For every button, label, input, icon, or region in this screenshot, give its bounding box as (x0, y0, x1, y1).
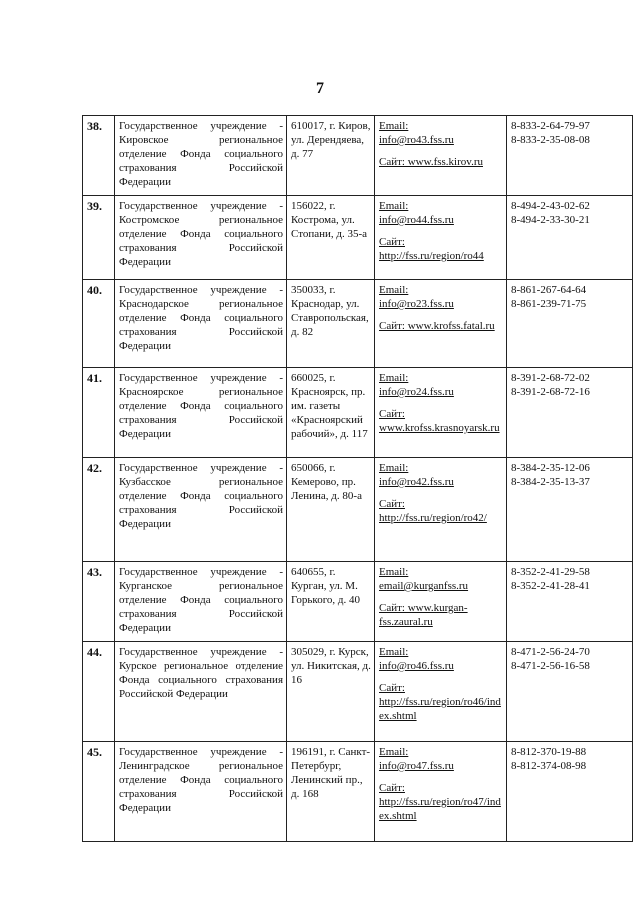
row-number: 39. (83, 196, 115, 280)
phones-cell (507, 458, 633, 562)
phones-cell (507, 196, 633, 280)
row-number: 40. (83, 280, 115, 368)
email-label: Email: (379, 646, 409, 658)
website-link[interactable]: Сайт: http://fss.ru/region/ro46/index.shtml (379, 682, 501, 722)
email-label: Email: (379, 200, 409, 212)
contact-cell (375, 742, 507, 842)
phones-cell (507, 368, 633, 458)
email-link[interactable]: info@ro42.fss.ru (379, 476, 454, 488)
phone-number: 8-812-374-08-98 (511, 760, 587, 772)
contact-cell (375, 642, 507, 742)
table-row (83, 116, 633, 196)
phones-cell (507, 742, 633, 842)
phones-cell (507, 280, 633, 368)
phone-number: 8-833-2-64-79-97 (511, 120, 590, 132)
phone-number: 8-861-239-71-75 (511, 298, 587, 310)
email-label: Email: (379, 746, 409, 758)
website-link[interactable]: Сайт: www.krofss.krasnoyarsk.ru (379, 408, 500, 434)
postal-address: 156022, г. Кострома, ул. Стопани, д. 35-а (287, 196, 375, 280)
table-row (83, 458, 633, 562)
table-row (83, 196, 633, 280)
organization-name: Государственное учреждение - Краснодарское региональное отделение Фонда социального страхования Российской Федерации (115, 280, 287, 368)
phone-number: 8-391-2-68-72-16 (511, 386, 590, 398)
row-number: 45. (83, 742, 115, 842)
postal-address: 610017, г. Киров, ул. Дерендяева, д. 77 (287, 116, 375, 196)
postal-address: 350033, г. Краснодар, ул. Ставропольская, д. 82 (287, 280, 375, 368)
website-link[interactable]: Сайт: http://fss.ru/region/ro44 (379, 236, 484, 262)
table-row (83, 368, 633, 458)
email-link[interactable]: info@ro44.fss.ru (379, 214, 454, 226)
email-label: Email: (379, 284, 409, 296)
phone-number: 8-352-2-41-28-41 (511, 580, 590, 592)
organization-name: Государственное учреждение - Курганское региональное отделение Фонда социального страхования Российской Федерации (115, 562, 287, 642)
postal-address: 640655, г. Курган, ул. М. Горького, д. 40 (287, 562, 375, 642)
organization-name: Государственное учреждение - Костромское региональное отделение Фонда социального страхования Российской Федерации (115, 196, 287, 280)
row-number: 43. (83, 562, 115, 642)
phone-number: 8-494-2-33-30-21 (511, 214, 590, 226)
contact-cell (375, 116, 507, 196)
phone-number: 8-833-2-35-08-08 (511, 134, 590, 146)
email-link[interactable]: email@kurganfss.ru (379, 580, 469, 592)
email-label: Email: (379, 120, 409, 132)
website-link[interactable]: Сайт: www.krofss.fatal.ru (379, 320, 495, 332)
email-label: Email: (379, 462, 409, 474)
fss-branches-table (82, 115, 633, 842)
website-link[interactable]: Сайт: http://fss.ru/region/ro42/ (379, 498, 487, 524)
contact-cell (375, 196, 507, 280)
contact-cell (375, 562, 507, 642)
row-number: 41. (83, 368, 115, 458)
table-row (83, 280, 633, 368)
phones-cell (507, 642, 633, 742)
phones-cell (507, 562, 633, 642)
phone-number: 8-384-2-35-13-37 (511, 476, 590, 488)
row-number: 44. (83, 642, 115, 742)
table-row (83, 562, 633, 642)
postal-address: 196191, г. Санкт-Петербург, Ленинский пр., д. 168 (287, 742, 375, 842)
email-label: Email: (379, 372, 409, 384)
email-link[interactable]: info@ro43.fss.ru (379, 134, 454, 146)
contact-cell (375, 280, 507, 368)
row-number: 38. (83, 116, 115, 196)
website-link[interactable]: Сайт: http://fss.ru/region/ro47/index.shtml (379, 782, 501, 822)
email-link[interactable]: info@ro46.fss.ru (379, 660, 454, 672)
email-label: Email: (379, 566, 409, 578)
table-body (83, 116, 633, 842)
organization-name: Государственное учреждение - Красноярское региональное отделение Фонда социального страхования Российской Федерации (115, 368, 287, 458)
phone-number: 8-352-2-41-29-58 (511, 566, 590, 578)
phones-cell (507, 116, 633, 196)
website-link[interactable]: Сайт: www.fss.kirov.ru (379, 156, 483, 168)
page-number: 7 (316, 80, 324, 97)
postal-address: 305029, г. Курск, ул. Никитская, д. 16 (287, 642, 375, 742)
contact-cell (375, 458, 507, 562)
phone-number: 8-494-2-43-02-62 (511, 200, 590, 212)
phone-number: 8-471-2-56-16-58 (511, 660, 590, 672)
email-link[interactable]: info@ro47.fss.ru (379, 760, 454, 772)
organization-name: Государственное учреждение - Курское региональное отделение Фонда социального страхования Российской Федерации (115, 642, 287, 742)
organization-name: Государственное учреждение - Кировское региональное отделение Фонда социального страхования Российской Федерации (115, 116, 287, 196)
website-link[interactable]: Сайт: www.kurgan-fss.zaural.ru (379, 602, 468, 628)
row-number: 42. (83, 458, 115, 562)
table-row (83, 742, 633, 842)
organization-name: Государственное учреждение - Кузбасское региональное отделение Фонда социального страхования Российской Федерации (115, 458, 287, 562)
phone-number: 8-861-267-64-64 (511, 284, 587, 296)
contact-cell (375, 368, 507, 458)
postal-address: 660025, г. Красноярск, пр. им. газеты «Красноярский рабочий», д. 117 (287, 368, 375, 458)
phone-number: 8-391-2-68-72-02 (511, 372, 590, 384)
phone-number: 8-812-370-19-88 (511, 746, 587, 758)
postal-address: 650066, г. Кемерово, пр. Ленина, д. 80-а (287, 458, 375, 562)
phone-number: 8-471-2-56-24-70 (511, 646, 590, 658)
table-row (83, 642, 633, 742)
phone-number: 8-384-2-35-12-06 (511, 462, 590, 474)
email-link[interactable]: info@ro23.fss.ru (379, 298, 454, 310)
email-link[interactable]: info@ro24.fss.ru (379, 386, 454, 398)
organization-name: Государственное учреждение - Ленинградское региональное отделение Фонда социального страхования Российской Федерации (115, 742, 287, 842)
